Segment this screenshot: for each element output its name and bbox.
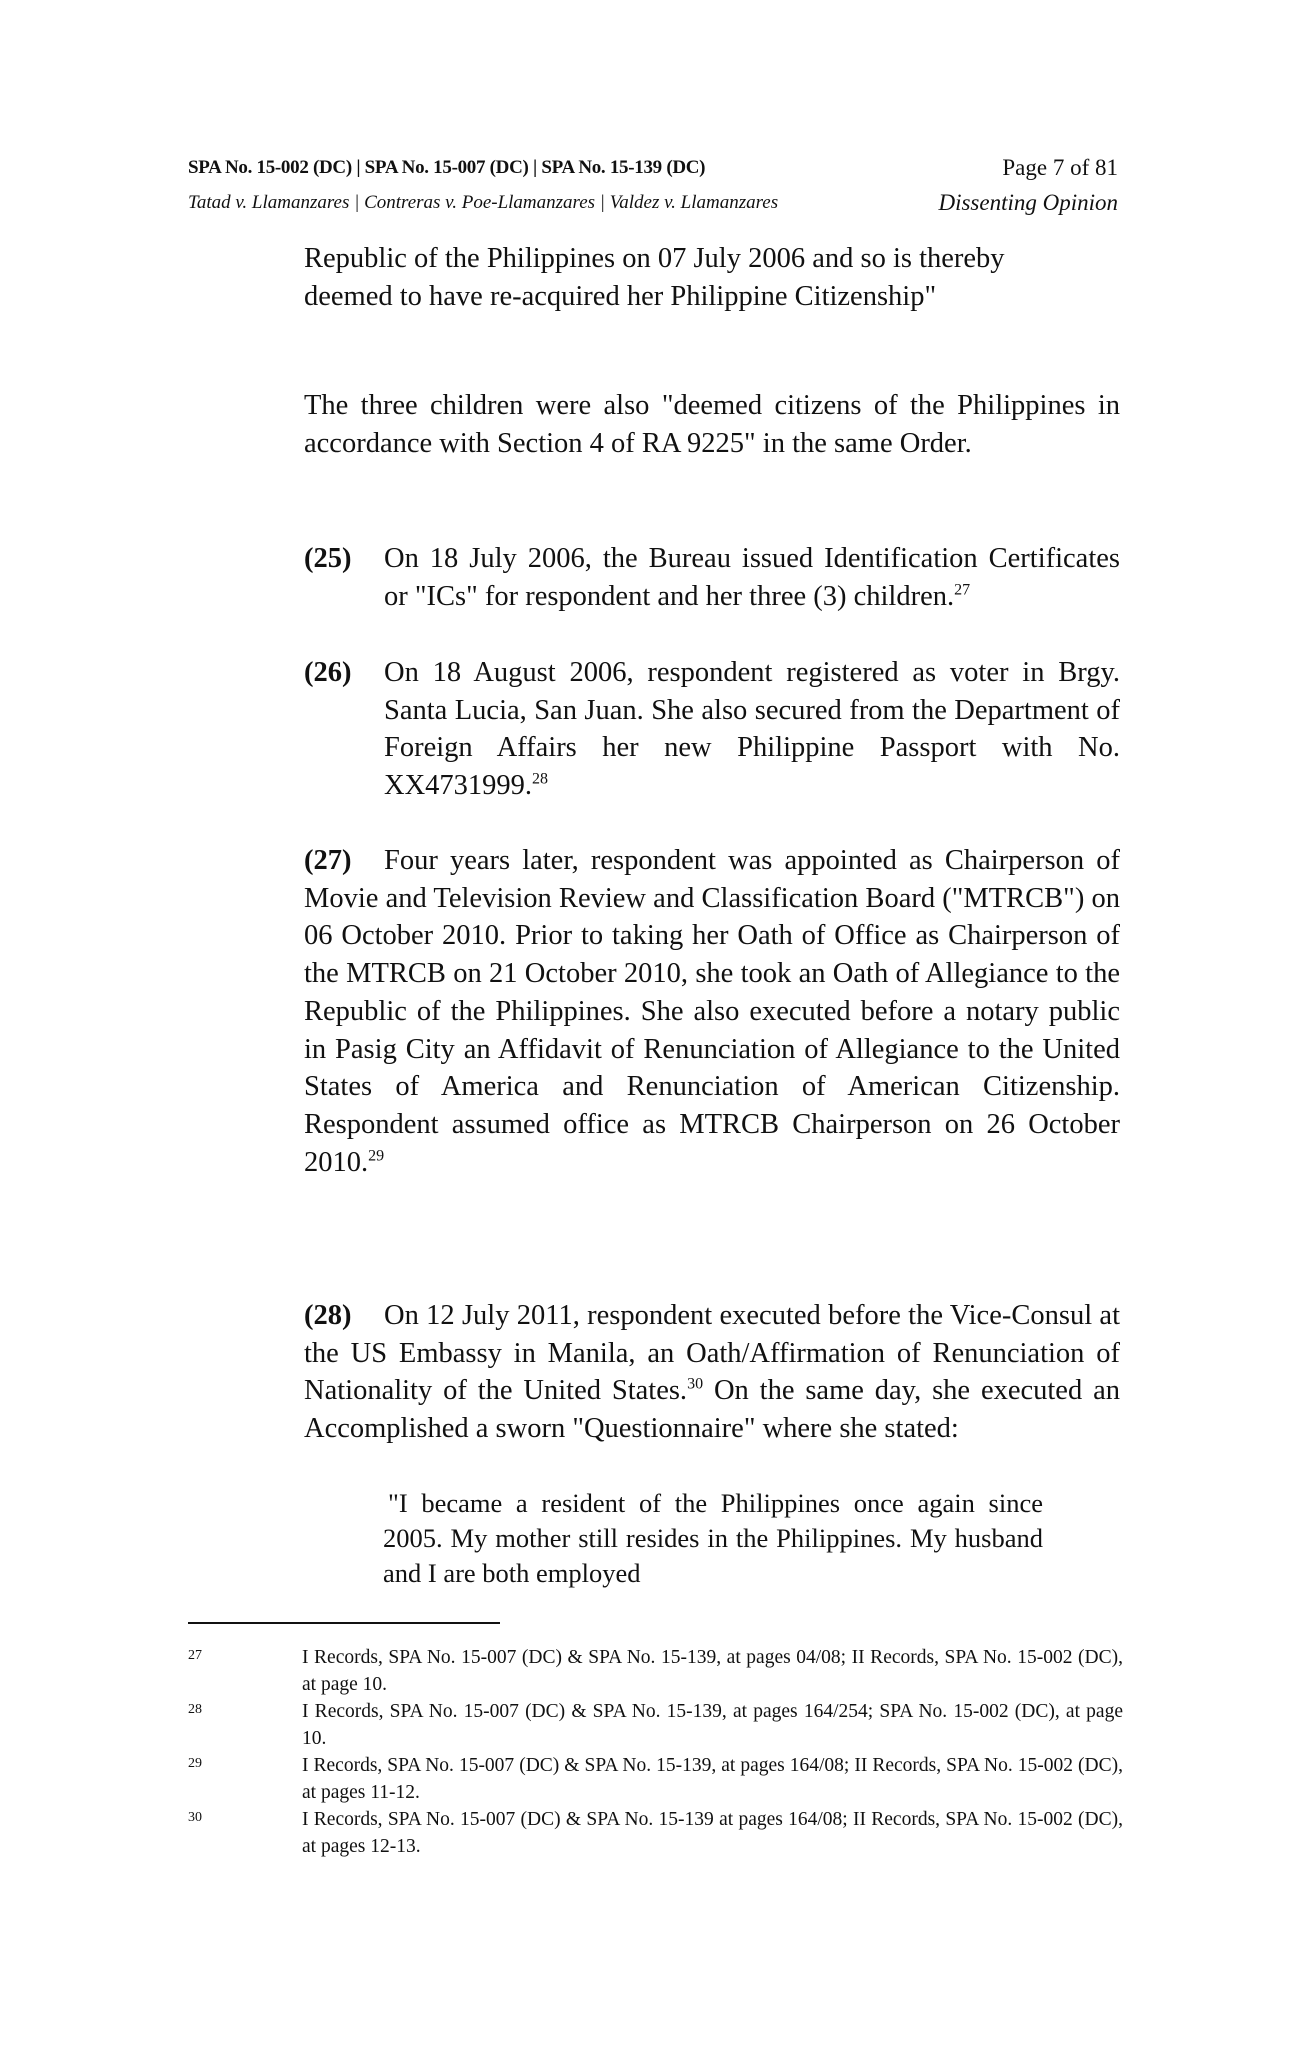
footnote-28 bbox=[188, 1698, 1123, 1752]
footnote-ref: 28 bbox=[532, 770, 549, 788]
footnote-text: I Records, SPA No. 15-007 (DC) & SPA No. 15-139, at pages 164/08; II Records, SPA No. 15-002 (DC), at pages 11-12. bbox=[302, 1755, 1123, 1803]
footnote-text: I Records, SPA No. 15-007 (DC) & SPA No. 15-139, at pages 164/254; SPA No. 15-002 (DC), at page 10. bbox=[302, 1701, 1123, 1749]
footnote-27 bbox=[188, 1644, 1123, 1698]
paragraph-27 bbox=[304, 842, 1120, 1181]
paragraph-number: (28) bbox=[304, 1300, 352, 1331]
paragraph-text-continued: On the same day, she executed an Accomplished a sworn "Questionnaire" where she stated: bbox=[304, 1375, 1120, 1445]
footnote-separator bbox=[188, 1622, 500, 1624]
paragraph-number: (26) bbox=[304, 657, 352, 688]
footnote-number: 30 bbox=[188, 1810, 202, 1825]
block-quote: "I became a resident of the Philippines once again since 2005. My mother still resides in the Philippines. My husband and I are both employed bbox=[383, 1488, 1043, 1588]
continuation-text: Republic of the Philippines on 07 July 2006 and so is thereby deemed to have re-acquired her Philippine Citizenship" bbox=[304, 243, 1005, 312]
paragraph-28 bbox=[304, 1297, 1120, 1448]
paragraph-number: (27) bbox=[304, 845, 352, 876]
page-number: Page 7 of 81 bbox=[1002, 155, 1118, 180]
paragraph-26 bbox=[304, 654, 1120, 805]
footnote-number: 27 bbox=[188, 1648, 202, 1663]
header-case-numbers: SPA No. 15-002 (DC) | SPA No. 15-007 (DC) | SPA No. 15-139 (DC) bbox=[188, 157, 706, 178]
paragraph-text: On 18 July 2006, the Bureau issued Identification Certificates or "ICs" for respondent and her three (3) children. bbox=[384, 543, 1120, 612]
footnote-ref: 27 bbox=[954, 581, 971, 599]
footnote-number: 29 bbox=[188, 1756, 202, 1771]
footnote-30 bbox=[188, 1806, 1123, 1860]
header-case-titles: Tatad v. Llamanzares | Contreras v. Poe-Llamanzares | Valdez v. Llamanzares bbox=[188, 192, 779, 213]
paragraph-text: On 18 August 2006, respondent registered as voter in Brgy. Santa Lucia, San Juan. She also secured from the Department of Foreign Affairs her new Philippine Passport with No. XX4731999. bbox=[384, 657, 1120, 802]
paragraph-25 bbox=[304, 540, 1120, 615]
footnote-text: I Records, SPA No. 15-007 (DC) & SPA No. 15-139, at pages 04/08; II Records, SPA No. 15-002 (DC), at page 10. bbox=[302, 1647, 1123, 1695]
footnote-number: 28 bbox=[188, 1702, 202, 1717]
paragraph-text: Four years later, respondent was appointed as Chairperson of Movie and Television Review and Classification Board ("MTRCB") on 06 October 2010. Prior to taking her Oath of Office as Chairperson of the MTRCB on 21 October 2010, she took an Oath of Allegiance to the Republic of the Philippines. She also executed before a notary public in Pasig City an Affidavit of Renunciation of Allegiance to the United States of America and Renunciation of American Citizenship. Respondent assumed office as MTRCB Chairperson on 26 October 2010. bbox=[304, 845, 1120, 1178]
footnote-ref: 30 bbox=[687, 1375, 704, 1393]
footnote-ref: 29 bbox=[368, 1147, 385, 1165]
footnote-text: I Records, SPA No. 15-007 (DC) & SPA No. 15-139 at pages 164/08; II Records, SPA No. 15-002 (DC), at pages 12-13. bbox=[302, 1809, 1123, 1857]
children-paragraph: The three children were also "deemed citizens of the Philippines in accordance with Section 4 of RA 9225" in the same Order. bbox=[304, 390, 1120, 459]
document-type: Dissenting Opinion bbox=[938, 190, 1118, 215]
paragraph-number: (25) bbox=[304, 543, 352, 574]
footnote-29 bbox=[188, 1752, 1123, 1806]
paragraph-text: On 12 July 2011, respondent executed before the Vice-Consul at the US Embassy in Manila, an Oath/Affirmation of Renunciation of Nationality of the United States. bbox=[304, 1300, 1120, 1407]
